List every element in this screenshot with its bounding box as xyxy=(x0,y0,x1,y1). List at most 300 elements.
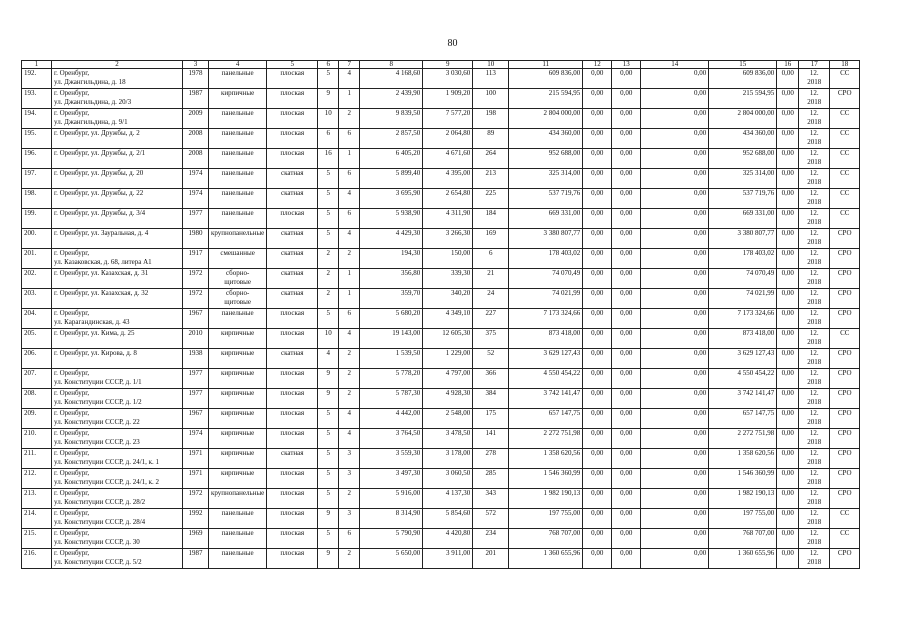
cell-row-number: 198. xyxy=(22,189,52,209)
cell-total-area: 3 764,50 xyxy=(360,429,423,449)
table-row xyxy=(22,189,860,209)
cell-year-built: 1992 xyxy=(183,509,209,529)
table-row xyxy=(22,249,860,269)
header-cell: 16 xyxy=(777,61,799,69)
cell-row-number: 213. xyxy=(22,489,52,509)
cell-address: г. Оренбург, ул. Дружбы, д. 20 xyxy=(52,169,183,189)
table-row xyxy=(22,309,860,329)
cell-year-built: 1938 xyxy=(183,349,209,369)
table-row xyxy=(22,489,860,509)
cell-fund-method: СС xyxy=(830,149,860,169)
cell-total-area: 4 429,30 xyxy=(360,229,423,249)
table-row xyxy=(22,409,860,429)
cell-wall-material: панельные xyxy=(209,189,267,209)
cell-row-number: 195. xyxy=(22,129,52,149)
cell-wall-material: кирпичные xyxy=(209,369,267,389)
cell-cost-col-14: 0,00 xyxy=(641,189,709,209)
cell-roof-type: скатная xyxy=(267,189,318,209)
cell-total-cost: 1 360 655,96 xyxy=(509,549,583,569)
cell-living-area: 340,20 xyxy=(423,289,473,309)
cell-row-number: 199. xyxy=(22,209,52,229)
cell-wall-material: сборно- щитовые xyxy=(209,289,267,309)
header-cell: 11 xyxy=(509,61,583,69)
cell-entrances: 1 xyxy=(339,289,360,309)
cell-total-area: 5 787,30 xyxy=(360,389,423,409)
cell-cost-col-13: 0,00 xyxy=(612,189,641,209)
cell-roof-type: плоская xyxy=(267,89,318,109)
cell-address: г. Оренбург, ул. Конституции СССР, д. 1/2 xyxy=(52,389,183,409)
cell-residents: 225 xyxy=(473,189,509,209)
cell-total-area: 1 539,50 xyxy=(360,349,423,369)
cell-wall-material: кирпичные xyxy=(209,89,267,109)
cell-fund-method: СРО xyxy=(830,229,860,249)
cell-cost-col-14: 0,00 xyxy=(641,229,709,249)
cell-total-cost: 657 147,75 xyxy=(509,409,583,429)
cell-total-cost: 768 707,00 xyxy=(509,529,583,549)
cell-total-area: 5 938,90 xyxy=(360,209,423,229)
cell-total-area: 2 439,90 xyxy=(360,89,423,109)
cell-cost-col-12: 0,00 xyxy=(583,449,612,469)
cell-address: г. Оренбург, ул. Джангильдина, д. 18 xyxy=(52,69,183,89)
cell-year-built: 1969 xyxy=(183,529,209,549)
cell-cost-col-15: 434 360,00 xyxy=(709,129,777,149)
cell-cost-col-14: 0,00 xyxy=(641,409,709,429)
cell-year-built: 1974 xyxy=(183,429,209,449)
header-cell: 12 xyxy=(583,61,612,69)
cell-cost-col-14: 0,00 xyxy=(641,129,709,149)
cell-cost-col-12: 0,00 xyxy=(583,289,612,309)
cell-address: г. Оренбург, ул. Джангильдина, д. 9/1 xyxy=(52,109,183,129)
cell-cost-col-13: 0,00 xyxy=(612,429,641,449)
cell-cost-col-15: 609 836,00 xyxy=(709,69,777,89)
cell-entrances: 4 xyxy=(339,429,360,449)
cell-cost-col-15: 537 719,76 xyxy=(709,189,777,209)
cell-residents: 213 xyxy=(473,169,509,189)
cell-cost-col-14: 0,00 xyxy=(641,329,709,349)
cell-cost-col-14: 0,00 xyxy=(641,349,709,369)
cell-entrances: 3 xyxy=(339,509,360,529)
cell-cost-col-15: 1 546 360,99 xyxy=(709,469,777,489)
register-table xyxy=(21,60,860,569)
cell-total-area: 9 839,50 xyxy=(360,109,423,129)
header-cell: 6 xyxy=(318,61,339,69)
cell-cost-col-14: 0,00 xyxy=(641,369,709,389)
cell-residents: 21 xyxy=(473,269,509,289)
cell-cost-col-16: 0,00 xyxy=(777,409,799,429)
cell-wall-material: смешанные xyxy=(209,249,267,269)
cell-entrances: 2 xyxy=(339,489,360,509)
cell-cost-col-12: 0,00 xyxy=(583,109,612,129)
cell-row-number: 209. xyxy=(22,409,52,429)
table-row xyxy=(22,129,860,149)
cell-total-cost: 3 629 127,43 xyxy=(509,349,583,369)
cell-fund-method: СС xyxy=(830,529,860,549)
header-cell: 7 xyxy=(339,61,360,69)
cell-completion-date: 12. 2018 xyxy=(799,309,830,329)
cell-year-built: 2008 xyxy=(183,149,209,169)
cell-residents: 343 xyxy=(473,489,509,509)
cell-cost-col-14: 0,00 xyxy=(641,509,709,529)
cell-address: г. Оренбург, ул. Конституции СССР, д. 24/1, к. 2 xyxy=(52,469,183,489)
cell-entrances: 4 xyxy=(339,409,360,429)
cell-floors: 9 xyxy=(318,89,339,109)
table-row xyxy=(22,149,860,169)
cell-entrances: 2 xyxy=(339,349,360,369)
cell-fund-method: СРО xyxy=(830,549,860,569)
cell-residents: 141 xyxy=(473,429,509,449)
table-row xyxy=(22,169,860,189)
cell-year-built: 1987 xyxy=(183,89,209,109)
cell-total-area: 194,30 xyxy=(360,249,423,269)
cell-row-number: 211. xyxy=(22,449,52,469)
cell-fund-method: СРО xyxy=(830,349,860,369)
cell-completion-date: 12. 2018 xyxy=(799,429,830,449)
cell-cost-col-12: 0,00 xyxy=(583,429,612,449)
cell-floors: 5 xyxy=(318,489,339,509)
cell-total-cost: 669 331,00 xyxy=(509,209,583,229)
cell-completion-date: 12. 2018 xyxy=(799,189,830,209)
cell-address: г. Оренбург, ул. Конституции СССР, д. 23 xyxy=(52,429,183,449)
cell-entrances: 1 xyxy=(339,149,360,169)
cell-residents: 375 xyxy=(473,329,509,349)
cell-cost-col-15: 657 147,75 xyxy=(709,409,777,429)
cell-cost-col-16: 0,00 xyxy=(777,189,799,209)
cell-cost-col-16: 0,00 xyxy=(777,69,799,89)
cell-cost-col-15: 1 360 655,96 xyxy=(709,549,777,569)
header-row xyxy=(22,61,860,69)
cell-wall-material: крупнопанельные xyxy=(209,489,267,509)
cell-year-built: 1972 xyxy=(183,489,209,509)
cell-address: г. Оренбург, ул. Зауральная, д. 4 xyxy=(52,229,183,249)
cell-living-area: 4 671,60 xyxy=(423,149,473,169)
cell-fund-method: СРО xyxy=(830,249,860,269)
cell-cost-col-12: 0,00 xyxy=(583,349,612,369)
cell-cost-col-15: 74 070,49 xyxy=(709,269,777,289)
cell-total-cost: 873 418,00 xyxy=(509,329,583,349)
cell-living-area: 4 420,80 xyxy=(423,529,473,549)
cell-year-built: 1971 xyxy=(183,469,209,489)
cell-total-cost: 3 380 807,77 xyxy=(509,229,583,249)
header-cell: 9 xyxy=(423,61,473,69)
table-row xyxy=(22,389,860,409)
cell-entrances: 6 xyxy=(339,129,360,149)
cell-entrances: 2 xyxy=(339,109,360,129)
cell-total-cost: 4 550 454,22 xyxy=(509,369,583,389)
cell-cost-col-16: 0,00 xyxy=(777,509,799,529)
cell-cost-col-14: 0,00 xyxy=(641,529,709,549)
cell-address: г. Оренбург, ул. Кирова, д. 8 xyxy=(52,349,183,369)
cell-cost-col-13: 0,00 xyxy=(612,469,641,489)
cell-cost-col-15: 3 380 807,77 xyxy=(709,229,777,249)
cell-residents: 113 xyxy=(473,69,509,89)
cell-fund-method: СРО xyxy=(830,309,860,329)
cell-cost-col-15: 1 358 620,56 xyxy=(709,449,777,469)
cell-roof-type: плоская xyxy=(267,69,318,89)
cell-completion-date: 12. 2018 xyxy=(799,389,830,409)
cell-cost-col-16: 0,00 xyxy=(777,289,799,309)
cell-total-area: 4 168,60 xyxy=(360,69,423,89)
cell-year-built: 1974 xyxy=(183,169,209,189)
cell-fund-method: СС xyxy=(830,209,860,229)
cell-roof-type: плоская xyxy=(267,529,318,549)
cell-cost-col-15: 2 272 751,98 xyxy=(709,429,777,449)
header-cell: 18 xyxy=(830,61,860,69)
cell-cost-col-12: 0,00 xyxy=(583,169,612,189)
table-row xyxy=(22,449,860,469)
cell-fund-method: СС xyxy=(830,329,860,349)
cell-floors: 4 xyxy=(318,349,339,369)
cell-living-area: 4 395,00 xyxy=(423,169,473,189)
cell-row-number: 210. xyxy=(22,429,52,449)
cell-cost-col-16: 0,00 xyxy=(777,269,799,289)
cell-floors: 5 xyxy=(318,469,339,489)
cell-total-area: 5 778,20 xyxy=(360,369,423,389)
cell-year-built: 1987 xyxy=(183,549,209,569)
cell-cost-col-15: 178 403,02 xyxy=(709,249,777,269)
cell-entrances: 6 xyxy=(339,309,360,329)
cell-floors: 9 xyxy=(318,389,339,409)
table-row xyxy=(22,229,860,249)
cell-row-number: 194. xyxy=(22,109,52,129)
cell-cost-col-13: 0,00 xyxy=(612,289,641,309)
cell-row-number: 193. xyxy=(22,89,52,109)
cell-cost-col-13: 0,00 xyxy=(612,89,641,109)
header-cell: 2 xyxy=(52,61,183,69)
cell-cost-col-13: 0,00 xyxy=(612,449,641,469)
cell-living-area: 7 577,20 xyxy=(423,109,473,129)
cell-cost-col-16: 0,00 xyxy=(777,209,799,229)
cell-fund-method: СС xyxy=(830,189,860,209)
cell-floors: 2 xyxy=(318,249,339,269)
cell-residents: 169 xyxy=(473,229,509,249)
cell-cost-col-16: 0,00 xyxy=(777,329,799,349)
cell-roof-type: плоская xyxy=(267,429,318,449)
cell-cost-col-16: 0,00 xyxy=(777,249,799,269)
cell-cost-col-12: 0,00 xyxy=(583,369,612,389)
cell-living-area: 4 928,30 xyxy=(423,389,473,409)
cell-total-area: 5 650,00 xyxy=(360,549,423,569)
cell-cost-col-12: 0,00 xyxy=(583,489,612,509)
cell-address: г. Оренбург, ул. Дружбы, д. 22 xyxy=(52,189,183,209)
cell-total-cost: 197 755,00 xyxy=(509,509,583,529)
cell-wall-material: панельные xyxy=(209,209,267,229)
cell-floors: 5 xyxy=(318,429,339,449)
cell-roof-type: скатная xyxy=(267,169,318,189)
cell-wall-material: кирпичные xyxy=(209,449,267,469)
cell-wall-material: сборно- щитовые xyxy=(209,269,267,289)
cell-completion-date: 12. 2018 xyxy=(799,449,830,469)
cell-year-built: 1974 xyxy=(183,189,209,209)
table-row xyxy=(22,269,860,289)
cell-row-number: 203. xyxy=(22,289,52,309)
cell-address: г. Оренбург, ул. Кима, д. 25 xyxy=(52,329,183,349)
cell-year-built: 2010 xyxy=(183,329,209,349)
cell-cost-col-12: 0,00 xyxy=(583,189,612,209)
cell-row-number: 215. xyxy=(22,529,52,549)
cell-cost-col-13: 0,00 xyxy=(612,269,641,289)
cell-residents: 366 xyxy=(473,369,509,389)
table-row xyxy=(22,349,860,369)
cell-completion-date: 12. 2018 xyxy=(799,249,830,269)
cell-cost-col-16: 0,00 xyxy=(777,169,799,189)
cell-cost-col-15: 2 804 000,00 xyxy=(709,109,777,129)
cell-total-area: 5 916,00 xyxy=(360,489,423,509)
cell-wall-material: панельные xyxy=(209,129,267,149)
cell-cost-col-12: 0,00 xyxy=(583,69,612,89)
cell-total-cost: 215 594,95 xyxy=(509,89,583,109)
cell-total-cost: 3 742 141,47 xyxy=(509,389,583,409)
cell-fund-method: СРО xyxy=(830,89,860,109)
header-cell: 5 xyxy=(267,61,318,69)
cell-total-cost: 178 403,02 xyxy=(509,249,583,269)
cell-cost-col-13: 0,00 xyxy=(612,369,641,389)
cell-roof-type: плоская xyxy=(267,209,318,229)
cell-roof-type: плоская xyxy=(267,109,318,129)
cell-residents: 201 xyxy=(473,549,509,569)
cell-entrances: 6 xyxy=(339,209,360,229)
cell-cost-col-16: 0,00 xyxy=(777,429,799,449)
cell-cost-col-14: 0,00 xyxy=(641,69,709,89)
cell-floors: 5 xyxy=(318,449,339,469)
cell-cost-col-16: 0,00 xyxy=(777,309,799,329)
cell-floors: 16 xyxy=(318,149,339,169)
cell-total-cost: 2 804 000,00 xyxy=(509,109,583,129)
cell-fund-method: СРО xyxy=(830,489,860,509)
cell-completion-date: 12. 2018 xyxy=(799,169,830,189)
cell-total-cost: 74 070,49 xyxy=(509,269,583,289)
cell-total-cost: 1 358 620,56 xyxy=(509,449,583,469)
cell-year-built: 1978 xyxy=(183,69,209,89)
table-row xyxy=(22,329,860,349)
cell-floors: 5 xyxy=(318,169,339,189)
cell-residents: 285 xyxy=(473,469,509,489)
cell-residents: 89 xyxy=(473,129,509,149)
cell-wall-material: кирпичные xyxy=(209,469,267,489)
table-row xyxy=(22,509,860,529)
cell-residents: 24 xyxy=(473,289,509,309)
cell-completion-date: 12. 2018 xyxy=(799,229,830,249)
cell-row-number: 196. xyxy=(22,149,52,169)
cell-total-cost: 7 173 324,66 xyxy=(509,309,583,329)
cell-entrances: 1 xyxy=(339,89,360,109)
table-row xyxy=(22,369,860,389)
cell-total-cost: 74 021,99 xyxy=(509,289,583,309)
cell-address: г. Оренбург, ул. Казаковская, д. 68, литера А1 xyxy=(52,249,183,269)
cell-cost-col-13: 0,00 xyxy=(612,389,641,409)
cell-residents: 52 xyxy=(473,349,509,369)
cell-cost-col-12: 0,00 xyxy=(583,209,612,229)
cell-completion-date: 12. 2018 xyxy=(799,529,830,549)
cell-cost-col-16: 0,00 xyxy=(777,449,799,469)
cell-cost-col-15: 873 418,00 xyxy=(709,329,777,349)
cell-cost-col-15: 1 982 190,13 xyxy=(709,489,777,509)
cell-year-built: 1972 xyxy=(183,289,209,309)
cell-floors: 2 xyxy=(318,289,339,309)
cell-living-area: 3 478,50 xyxy=(423,429,473,449)
cell-roof-type: плоская xyxy=(267,309,318,329)
cell-cost-col-16: 0,00 xyxy=(777,469,799,489)
cell-roof-type: плоская xyxy=(267,129,318,149)
cell-fund-method: СРО xyxy=(830,449,860,469)
cell-completion-date: 12. 2018 xyxy=(799,129,830,149)
cell-completion-date: 12. 2018 xyxy=(799,109,830,129)
cell-cost-col-15: 74 021,99 xyxy=(709,289,777,309)
cell-cost-col-12: 0,00 xyxy=(583,89,612,109)
cell-cost-col-13: 0,00 xyxy=(612,229,641,249)
cell-completion-date: 12. 2018 xyxy=(799,209,830,229)
cell-year-built: 1972 xyxy=(183,269,209,289)
cell-total-cost: 952 688,00 xyxy=(509,149,583,169)
cell-cost-col-16: 0,00 xyxy=(777,109,799,129)
cell-total-area: 8 314,90 xyxy=(360,509,423,529)
cell-total-cost: 1 546 360,99 xyxy=(509,469,583,489)
cell-cost-col-15: 669 331,00 xyxy=(709,209,777,229)
cell-entrances: 3 xyxy=(339,469,360,489)
cell-cost-col-12: 0,00 xyxy=(583,309,612,329)
cell-address: г. Оренбург, ул. Конституции СССР, д. 28/2 xyxy=(52,489,183,509)
cell-completion-date: 12. 2018 xyxy=(799,69,830,89)
cell-row-number: 205. xyxy=(22,329,52,349)
cell-wall-material: крупнопанельные xyxy=(209,229,267,249)
cell-cost-col-13: 0,00 xyxy=(612,509,641,529)
cell-total-area: 5 790,90 xyxy=(360,529,423,549)
cell-cost-col-14: 0,00 xyxy=(641,469,709,489)
cell-fund-method: СС xyxy=(830,169,860,189)
cell-cost-col-12: 0,00 xyxy=(583,409,612,429)
cell-entrances: 4 xyxy=(339,229,360,249)
cell-floors: 10 xyxy=(318,109,339,129)
cell-address: г. Оренбург, ул. Конституции СССР, д. 1/1 xyxy=(52,369,183,389)
cell-row-number: 216. xyxy=(22,549,52,569)
cell-cost-col-14: 0,00 xyxy=(641,89,709,109)
cell-address: г. Оренбург, ул. Конституции СССР, д. 30 xyxy=(52,529,183,549)
cell-completion-date: 12. 2018 xyxy=(799,349,830,369)
cell-entrances: 6 xyxy=(339,169,360,189)
cell-wall-material: кирпичные xyxy=(209,349,267,369)
cell-floors: 10 xyxy=(318,329,339,349)
cell-cost-col-13: 0,00 xyxy=(612,109,641,129)
cell-row-number: 208. xyxy=(22,389,52,409)
cell-fund-method: СРО xyxy=(830,289,860,309)
header-cell: 15 xyxy=(709,61,777,69)
cell-row-number: 214. xyxy=(22,509,52,529)
cell-cost-col-15: 4 550 454,22 xyxy=(709,369,777,389)
cell-address: г. Оренбург, ул. Дружбы, д. 2/1 xyxy=(52,149,183,169)
cell-roof-type: плоская xyxy=(267,469,318,489)
cell-year-built: 1977 xyxy=(183,209,209,229)
cell-cost-col-15: 3 742 141,47 xyxy=(709,389,777,409)
cell-floors: 9 xyxy=(318,549,339,569)
cell-residents: 227 xyxy=(473,309,509,329)
table-row xyxy=(22,69,860,89)
cell-row-number: 212. xyxy=(22,469,52,489)
cell-entrances: 2 xyxy=(339,549,360,569)
cell-total-area: 4 442,00 xyxy=(360,409,423,429)
cell-fund-method: СРО xyxy=(830,469,860,489)
cell-wall-material: кирпичные xyxy=(209,429,267,449)
cell-row-number: 204. xyxy=(22,309,52,329)
cell-completion-date: 12. 2018 xyxy=(799,549,830,569)
cell-living-area: 5 854,60 xyxy=(423,509,473,529)
cell-cost-col-13: 0,00 xyxy=(612,209,641,229)
cell-cost-col-13: 0,00 xyxy=(612,169,641,189)
cell-cost-col-12: 0,00 xyxy=(583,229,612,249)
cell-living-area: 3 060,50 xyxy=(423,469,473,489)
cell-living-area: 3 266,30 xyxy=(423,229,473,249)
cell-living-area: 12 605,30 xyxy=(423,329,473,349)
cell-cost-col-13: 0,00 xyxy=(612,69,641,89)
cell-living-area: 1 909,20 xyxy=(423,89,473,109)
